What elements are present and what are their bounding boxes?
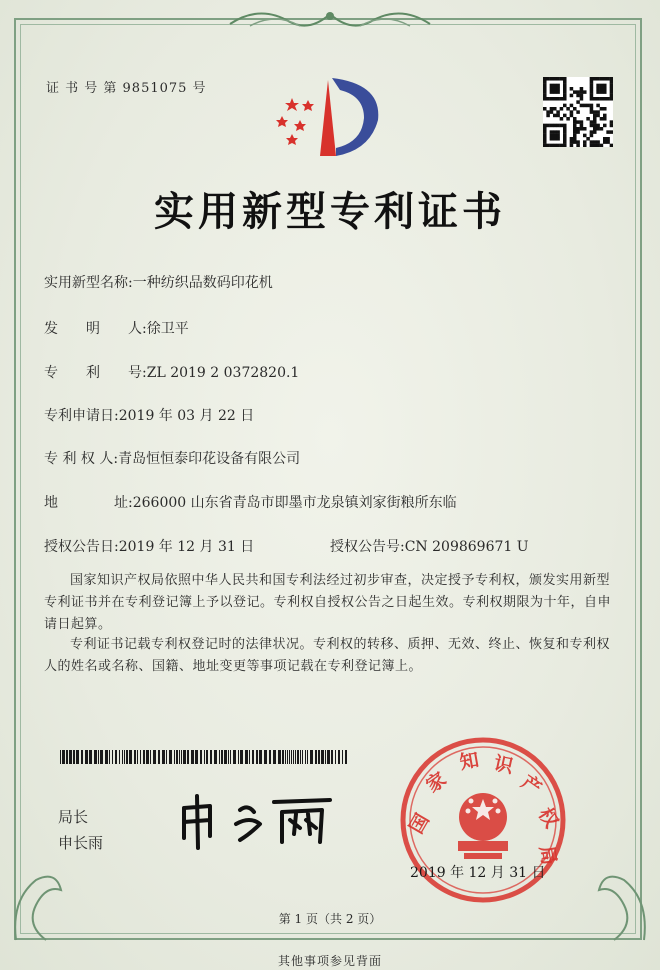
page-title: 实用新型专利证书 bbox=[154, 188, 506, 235]
qr-code-icon bbox=[543, 77, 613, 147]
field-value: 徐卫平 bbox=[146, 321, 189, 337]
grant-statement: 国家知识产权局依照中华人民共和国专利法经过初步审查，决定授予专利权，颁发实用新型专利证书并在专利登记簿上予以登记。专利权自授权公告之日起生效。专利权期限为十年，自申请日起算。 bbox=[44, 573, 612, 632]
field-label: 地 址: bbox=[44, 495, 133, 511]
field-label: 专利申请日: bbox=[44, 408, 119, 424]
corner-ornament-bottom-left bbox=[6, 860, 76, 950]
field-value: 2019 年 03 月 22 日 bbox=[118, 408, 255, 424]
field-label: 发 明 人: bbox=[44, 321, 147, 337]
footer-note: 其他事项参见背面 bbox=[277, 954, 382, 968]
field-inventor bbox=[44, 318, 189, 338]
field-utility-model-name bbox=[44, 272, 273, 292]
page-indicator: 第 1 页（共 2 页） bbox=[278, 912, 382, 926]
svg-text:识: 识 bbox=[491, 752, 516, 778]
field-label: 专 利 号: bbox=[44, 365, 147, 381]
field-value: 一种纺织品数码印花机 bbox=[132, 275, 273, 291]
top-ornament bbox=[220, 4, 440, 34]
svg-text:家: 家 bbox=[422, 768, 451, 798]
svg-text:国: 国 bbox=[405, 810, 434, 838]
field-filing-date bbox=[44, 405, 254, 425]
director-name: 申长雨 bbox=[58, 834, 104, 852]
certificate-number: 证 书 号 第 9851075 号 bbox=[46, 81, 207, 96]
field-label: 授权公告日: bbox=[44, 539, 119, 555]
field-label: 专 利 权 人: bbox=[44, 451, 119, 467]
cnipa-logo-icon bbox=[270, 70, 390, 160]
field-address bbox=[44, 492, 457, 512]
signature-icon bbox=[170, 790, 340, 850]
field-label: 实用新型名称: bbox=[44, 275, 133, 291]
field-value: 青岛恒恒泰印花设备有限公司 bbox=[118, 451, 301, 467]
legal-status-statement: 专利证书记载专利权登记时的法律状况。专利权的转移、质押、无效、终止、恢复和专利权人的姓名或名称、国籍、地址变更等事项记载在专利登记簿上。 bbox=[44, 637, 611, 674]
field-label: 授权公告号: bbox=[330, 539, 405, 555]
corner-ornament-bottom-right bbox=[584, 860, 654, 950]
svg-text:产: 产 bbox=[517, 771, 546, 801]
field-grant-number bbox=[330, 536, 529, 556]
field-patentee bbox=[44, 448, 300, 468]
field-patent-number bbox=[44, 362, 299, 382]
field-value: ZL 2019 2 0372820.1 bbox=[146, 365, 300, 381]
field-grant-date bbox=[44, 536, 254, 556]
svg-text:局: 局 bbox=[535, 844, 561, 867]
field-value: 2019 年 12 月 31 日 bbox=[118, 539, 255, 555]
barcode-icon bbox=[60, 750, 350, 764]
field-value: 266000 山东省青岛市即墨市龙泉镇刘家街粮所东临 bbox=[132, 495, 457, 511]
svg-text:知: 知 bbox=[458, 748, 481, 774]
field-value: CN 209869671 U bbox=[404, 539, 529, 555]
director-title: 局长 bbox=[58, 808, 89, 826]
svg-text:权: 权 bbox=[533, 803, 563, 832]
seal-date: 2019 年 12 月 31 日 bbox=[410, 865, 546, 881]
